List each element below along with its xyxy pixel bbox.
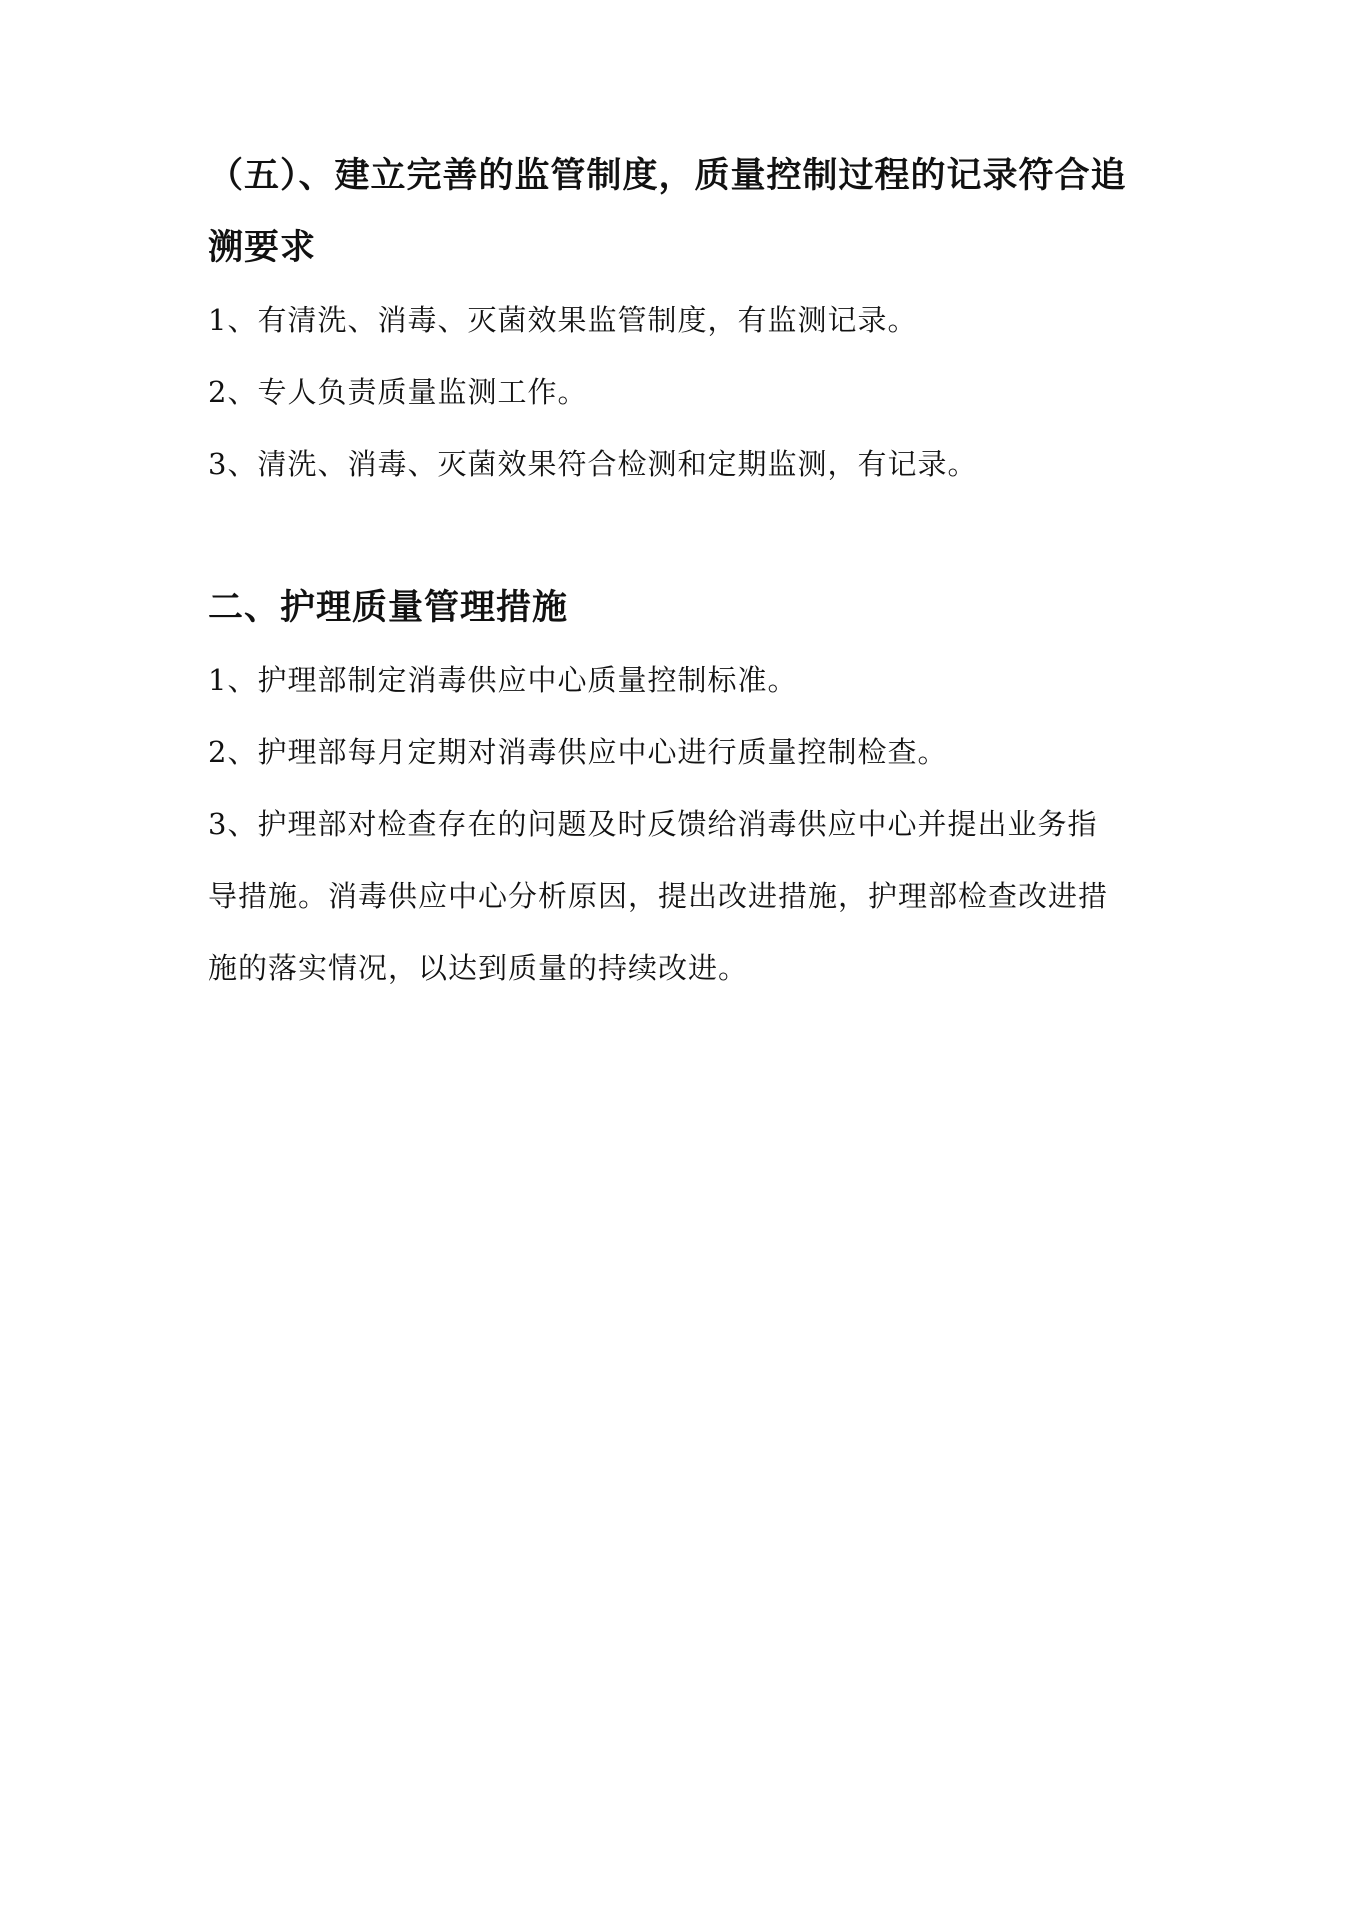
list-item-line: 导措施。消毒供应中心分析原因，提出改进措施，护理部检查改进措 (208, 879, 1109, 913)
list-item: 2、护理部每月定期对消毒供应中心进行质量控制检查。 (208, 735, 948, 769)
list-item-line: 3、护理部对检查存在的问题及时反馈给消毒供应中心并提出业务指 (208, 807, 1098, 841)
list-item: 1、有清洗、消毒、灭菌效果监管制度，有监测记录。 (208, 303, 918, 337)
subsection-heading-line-1: （五）、建立完善的监管制度，质量控制过程的记录符合追 (208, 155, 1127, 196)
list-item-line: 施的落实情况，以达到质量的持续改进。 (208, 951, 749, 985)
section-heading: 二、护理质量管理措施 (208, 587, 569, 628)
list-item: 1、护理部制定消毒供应中心质量控制标准。 (208, 663, 798, 697)
document-body (208, 140, 1188, 1004)
list-item: 3、清洗、消毒、灭菌效果符合检测和定期监测，有记录。 (208, 447, 978, 481)
subsection-heading-line-2: 溯要求 (208, 227, 317, 268)
section-spacer (208, 500, 1188, 572)
list-item: 2、专人负责质量监测工作。 (208, 375, 588, 409)
